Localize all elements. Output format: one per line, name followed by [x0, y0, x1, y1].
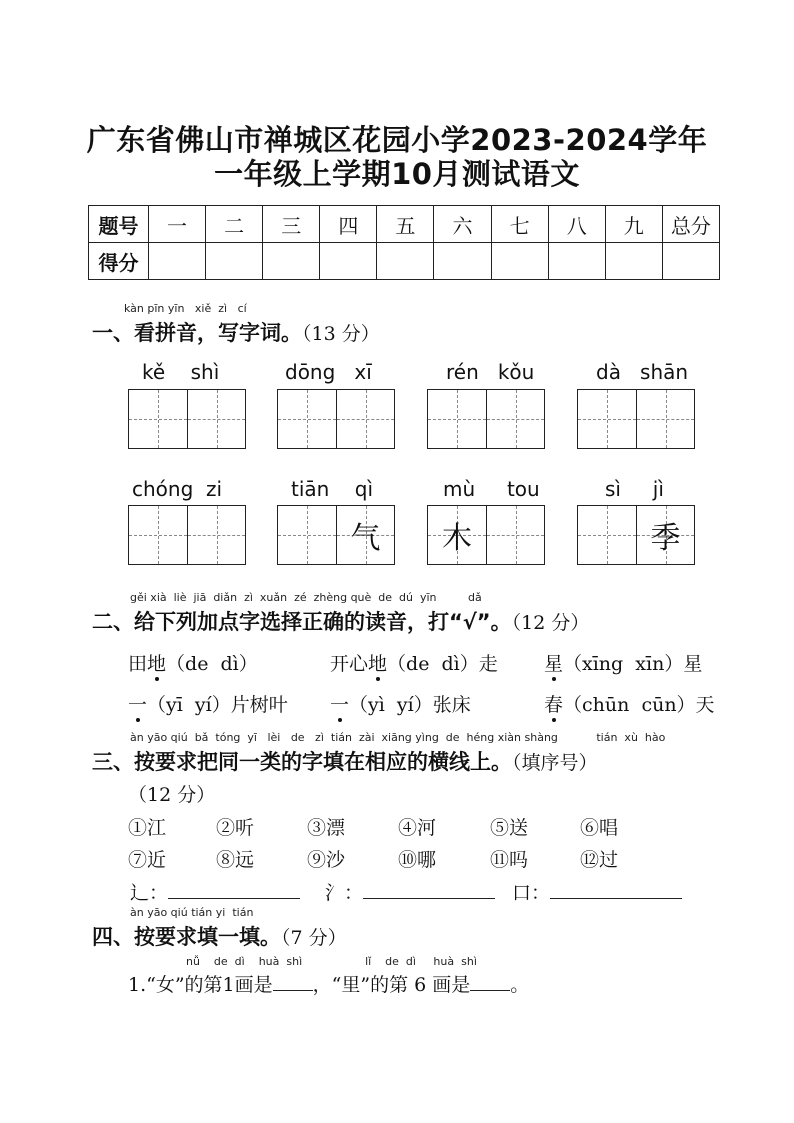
section1-heading	[92, 317, 380, 347]
writing-cell[interactable]	[578, 390, 636, 448]
writing-cell[interactable]	[486, 390, 544, 448]
section4-points: （7 分）	[281, 927, 347, 949]
score-cell[interactable]	[662, 243, 719, 280]
pinyin-7: mù tou	[443, 477, 540, 501]
pinyin-3: rén kǒu	[446, 360, 535, 384]
answer-blank[interactable]	[550, 898, 682, 899]
option-2: ②听	[216, 817, 255, 839]
fill-group-2	[325, 878, 495, 905]
option-9: ⑨沙	[307, 849, 346, 871]
dotted-char: 春	[544, 690, 563, 717]
writing-grid-7[interactable]	[427, 505, 545, 565]
score-table-col-7: 七	[491, 206, 548, 243]
fill-label: 口：	[512, 882, 551, 904]
pinyin-8: sì jì	[605, 477, 664, 501]
fill-group-3	[512, 878, 682, 905]
pinyin-2: dōng xī	[285, 360, 372, 384]
writing-cell[interactable]	[636, 506, 694, 564]
dotted-char: 一	[330, 690, 349, 717]
section4-ruby: àn yāo qiú tián yi tián	[130, 906, 254, 919]
score-cell[interactable]	[206, 243, 263, 280]
writing-grid-5[interactable]	[128, 505, 246, 565]
answer-blank[interactable]	[363, 898, 495, 899]
section4-heading	[92, 921, 347, 951]
score-table-col-9: 九	[605, 206, 662, 243]
score-cell[interactable]	[320, 243, 377, 280]
score-cell[interactable]	[491, 243, 548, 280]
section2-heading	[92, 606, 589, 636]
section2-heading-text: 二、给下列加点字选择正确的读音，打“√”。	[92, 610, 512, 634]
answer-blank[interactable]	[273, 990, 313, 991]
cell-char: 木	[442, 521, 472, 556]
writing-cell[interactable]	[428, 506, 486, 564]
score-table-col-total: 总分	[662, 206, 719, 243]
section3-heading	[92, 746, 598, 776]
option-3: ③漂	[307, 817, 346, 839]
option-4: ④河	[398, 817, 437, 839]
writing-grid-3[interactable]	[427, 389, 545, 449]
score-table-col-3: 三	[263, 206, 320, 243]
score-cell[interactable]	[434, 243, 491, 280]
item-text: 田	[128, 653, 148, 675]
writing-cell[interactable]	[336, 506, 394, 564]
score-table	[88, 205, 720, 280]
section3-points: （12 分）	[128, 784, 216, 806]
item-text: 开心	[330, 653, 369, 675]
writing-grid-8[interactable]	[577, 505, 695, 565]
fill-group-1	[130, 878, 300, 905]
pronunciation-item-3[interactable]	[544, 649, 702, 676]
writing-cell[interactable]	[428, 390, 486, 448]
section4-heading-text: 四、按要求填一填。	[92, 925, 281, 949]
item-options: （de dì）	[166, 653, 258, 675]
score-table-header-row	[89, 206, 720, 243]
score-cell[interactable]	[548, 243, 605, 280]
cell-char: 季	[650, 521, 681, 556]
writing-grid-1[interactable]	[128, 389, 246, 449]
score-table-col-6: 六	[434, 206, 491, 243]
dotted-char: 地	[147, 649, 166, 676]
section2-points: （12 分）	[511, 612, 590, 634]
dotted-char: 星	[544, 649, 563, 676]
writing-grid-2[interactable]	[277, 389, 395, 449]
pronunciation-item-2[interactable]	[330, 649, 498, 676]
section1-ruby: kàn pīn yīn xiě zì cí	[124, 302, 247, 315]
title-line-2: 一年级上学期10月测试语文	[214, 157, 580, 191]
score-cell[interactable]	[605, 243, 662, 280]
score-cell[interactable]	[149, 243, 206, 280]
answer-blank[interactable]	[470, 990, 510, 991]
pinyin-5: chóng zi	[132, 477, 223, 501]
section3-note: （填序号）	[512, 752, 598, 774]
pronunciation-item-1[interactable]	[128, 649, 258, 676]
option-10: ⑩哪	[398, 849, 437, 871]
section2-ruby: gěi xià liè jiā diǎn zì xuǎn zé zhèng què de dú yīn dǎ	[130, 591, 482, 604]
score-table-row1-label: 题号	[89, 206, 149, 243]
pinyin-1: kě shì	[142, 360, 220, 384]
score-table-score-row	[89, 243, 720, 280]
item-options: （de dì）走	[387, 653, 498, 675]
score-table-col-1: 一	[149, 206, 206, 243]
writing-cell[interactable]	[636, 390, 694, 448]
writing-cell[interactable]	[187, 506, 245, 564]
option-8: ⑧远	[216, 849, 255, 871]
option-11: ⑪吗	[490, 849, 529, 871]
writing-cell[interactable]	[278, 390, 336, 448]
score-cell[interactable]	[263, 243, 320, 280]
pronunciation-item-6[interactable]	[544, 690, 715, 717]
fill-label: 辶：	[130, 882, 169, 904]
dotted-char: 一	[128, 690, 147, 717]
question-text: 。	[510, 974, 530, 996]
pinyin-6: tiān qì	[291, 477, 374, 501]
question1-ruby: nǚ de dì huà shì lǐ de dì huà shì	[186, 955, 477, 968]
pinyin-4: dà shān	[596, 360, 689, 384]
section3-heading-text: 三、按要求把同一类的字填在相应的横线上。	[92, 750, 512, 774]
option-1: ①江	[128, 817, 167, 839]
option-5: ⑤送	[490, 817, 529, 839]
fill-label: 氵：	[325, 882, 364, 904]
writing-cell[interactable]	[578, 506, 636, 564]
option-12: ⑫过	[580, 849, 619, 871]
score-table-row2-label: 得分	[89, 243, 149, 280]
writing-cell[interactable]	[129, 390, 187, 448]
section1-points: （13 分）	[302, 323, 380, 345]
item-options: （yī yí）片树叶	[147, 694, 288, 716]
score-cell[interactable]	[377, 243, 434, 280]
answer-blank[interactable]	[168, 898, 300, 899]
pronunciation-item-4[interactable]	[128, 690, 288, 717]
item-options: （yì yí）张床	[349, 694, 471, 716]
option-7: ⑦近	[128, 849, 167, 871]
writing-cell[interactable]	[187, 390, 245, 448]
writing-cell[interactable]	[278, 506, 336, 564]
pronunciation-item-5[interactable]	[330, 690, 471, 717]
section3-ruby: àn yāo qiú bǎ tóng yī lèi de zì tián zài xiāng yìng de héng xiàn shàng tián xù hào	[130, 731, 666, 744]
score-table-col-2: 二	[206, 206, 263, 243]
section1-heading-text: 一、看拼音，写字词。	[92, 321, 302, 345]
item-options: （chūn cūn）天	[563, 694, 715, 716]
question-text: ，“里”的第 6 画是	[312, 974, 471, 996]
question-text: 1.“女”的第1画是	[128, 974, 273, 996]
question-1	[128, 970, 529, 997]
dotted-char: 地	[368, 649, 387, 676]
item-options: （xīng xīn）星	[563, 653, 703, 675]
writing-grid-6[interactable]	[277, 505, 395, 565]
option-6: ⑥唱	[580, 817, 619, 839]
writing-cell[interactable]	[486, 506, 544, 564]
score-table-col-5: 五	[377, 206, 434, 243]
cell-char: 气	[350, 521, 381, 556]
title-line-1: 广东省佛山市禅城区花园小学2023-2024学年	[86, 123, 708, 157]
writing-grid-4[interactable]	[577, 389, 695, 449]
score-table-col-8: 八	[548, 206, 605, 243]
writing-cell[interactable]	[336, 390, 394, 448]
writing-cell[interactable]	[129, 506, 187, 564]
score-table-col-4: 四	[320, 206, 377, 243]
